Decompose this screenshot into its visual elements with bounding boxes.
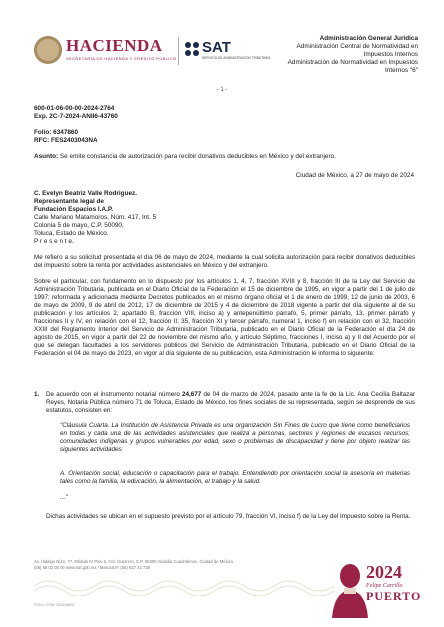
quote-clause: "Cláusula Cuarta. La Institución de Asistencia Privada es una organización Sin Fines de Lucro que tiene como beneficiarios en todas y cada una de las actividades asistenciales que realiza a personas, sectores y regiones de escasos recursos; comunidades indígenas y grupos vulnerables por edad, sexo o problemas de discapacidad y tiene por objeto realizar las siguientes actividades: (60, 422, 410, 453)
sat-logo-text: SAT (202, 39, 231, 56)
item-1-notarial-number: 24,677 (182, 391, 202, 398)
footer-address (34, 559, 234, 571)
recipient-address: Colonia 5 de mayo, C.P. 50090, (34, 222, 124, 229)
quote-ellipsis: ..." (60, 494, 68, 501)
hacienda-logo-text: HACIENDA (66, 36, 163, 55)
sat-logo-icon (183, 40, 201, 58)
presente: P r e s e n t e. (34, 238, 74, 245)
paragraph-legal-basis: Sobre el particular, con fundamento en lo dispuesto por los artículos 1, 4, 7, fracción XVIII y 8, fracción III de la Ley del Servicio de Administración Tributaria, publicada en el Diario Oficial de la Federación el 15 de diciembre de 1995, en vigor a partir del 1 de julio de 1997; reformada y adicionada mediante Decretos publicados en el mismo órgano oficial el 1 de enero de 1999, 12 de junio de 2003, 6 de mayo de 2009, 9 de abril de 2012, 17 de diciembre de 2015 y 4 de diciembre de 2018 vigente a partir del día siguiente al de su publicación y los artículos 2, apartado B, fracción VIII, inciso a) y antepenúltimo párrafo, 5, primer párrafo, 13, primer párrafo y fracciones II y IV, en relación con el 12, fracción II; 35, fracción XI y tercer párrafo, numeral 1, inciso f) en relación con el 32, fracción XXIII del Reglamento Interior del Servicio de Administración Tributaria, publicado en el Diario Oficial de la Federación el día 24 de agosto de 2015, en vigor a partir del 22 de noviembre del mismo año, y artículo Séptimo, fracciones I, inciso a) y II del Acuerdo por el que se delegan facultades a los servidores públicos del Servicio de Administración Tributaria, publicado en el Diario Oficial de la Federación el 04 de mayo de 2023, en vigor al día siguiente de su publicación, esta Administración le informa lo siguiente: (34, 278, 415, 357)
reference-number: 600-01-06-00-00-2024-2764 (34, 105, 115, 112)
subject-label: Asunto: (34, 153, 59, 160)
office-line: Administración de Normatividad en Impuestos (287, 59, 418, 66)
rfc-number: RFC: FES2403043NA (34, 137, 98, 144)
footer-contact-line: (55) 58 02 00 00 www.sat.gob.mx / MarcaSAT (55) 627 22 728 (34, 565, 150, 570)
issuing-office (248, 35, 418, 75)
paragraph-request: Me refiero a su solicitud presentada el día 06 de mayo de 2024, mediante la cual solicita autorización para recibir donativos deducibles del impuesto sobre la renta por actividades asistenciales en México y del extranjero. (34, 254, 415, 269)
item-1-post: de 04 de marzo de 2024, pasado ante la fe de la Lic. Ana Cecilia Baltazar Reyes, Notaria Pública número 71 de Toluca, Estado de México, los fines sociales de su representada, según se desprende de sus estatutos, consisten en: (46, 391, 415, 414)
year-2024: 2024 (366, 562, 402, 582)
office-line: Administración Central de Normatividad en (296, 43, 418, 50)
recipient-role: Representante legal de (34, 198, 104, 205)
header-divider (178, 37, 179, 65)
page-number: - 1 - (216, 87, 228, 93)
puerto-text: PUERTO (366, 589, 422, 603)
recipient-org: Fundación Espacios I.A.P. (34, 206, 114, 213)
expediente-number: Exp. 2C-7-2024-ANII6-43760 (34, 113, 118, 120)
quote-activity: A. Orientación social, educación o capacitación para el trabajo. Entendiendo por orientación social la asesoría en materias tales como la familia, la educación, la alimentación, el trabajo y la salud. (60, 470, 410, 485)
footer-pattern-icon (34, 576, 334, 596)
footer-code: ISSU: CON 2024M626 (34, 602, 75, 607)
subject-text: Se emite constancia de autorización para recibir donativos deducibles en México y del extranjero. (58, 153, 336, 160)
item-1-text (46, 391, 415, 415)
felipe-carrillo-portrait-icon (330, 560, 370, 618)
date-line: Ciudad de México, a 27 de mayo de 2024 (295, 172, 414, 179)
felipe-carrillo-text: Felipe Carrillo (366, 583, 403, 589)
footer-address-line: Av. Hidalgo Núm. 77, Módulo IV Piso 6, Col. Guerrero, C.P. 06300 Alcaldía Cuauhtémoc, Ciudad de México. (34, 559, 235, 564)
recipient-name: C. Evelyn Beatriz Valle Rodriguez. (34, 190, 137, 197)
office-line: Internos "6" (385, 67, 418, 74)
folio-number: Folio: 6347860 (34, 129, 79, 136)
hacienda-seal-icon (34, 36, 62, 64)
subject-line (34, 153, 415, 161)
office-line: Administración General Jurídica (319, 35, 418, 42)
paragraph-activities: Dichas actividades se ubican en el supuesto previsto por el artículo 79, fracción VI, inciso f) de la Ley del Impuesto sobre la Renta. (46, 513, 411, 520)
hacienda-subtitle: SECRETARÍA DE HACIENDA Y CRÉDITO PÚBLICO (66, 56, 177, 61)
item-number: 1. (34, 391, 40, 398)
sat-subtitle: SERVICIO DE ADMINISTRACIÓN TRIBUTARIA (202, 56, 271, 60)
recipient-address: Toluca, Estado de México. (34, 230, 109, 237)
office-line: Impuestos Internos (363, 51, 418, 58)
recipient-address: Calle Mariano Matamoros, Núm. 417, Int. 5 (34, 214, 157, 221)
item-1-pre: De acuerdo con el instrumento notarial número (46, 391, 182, 398)
